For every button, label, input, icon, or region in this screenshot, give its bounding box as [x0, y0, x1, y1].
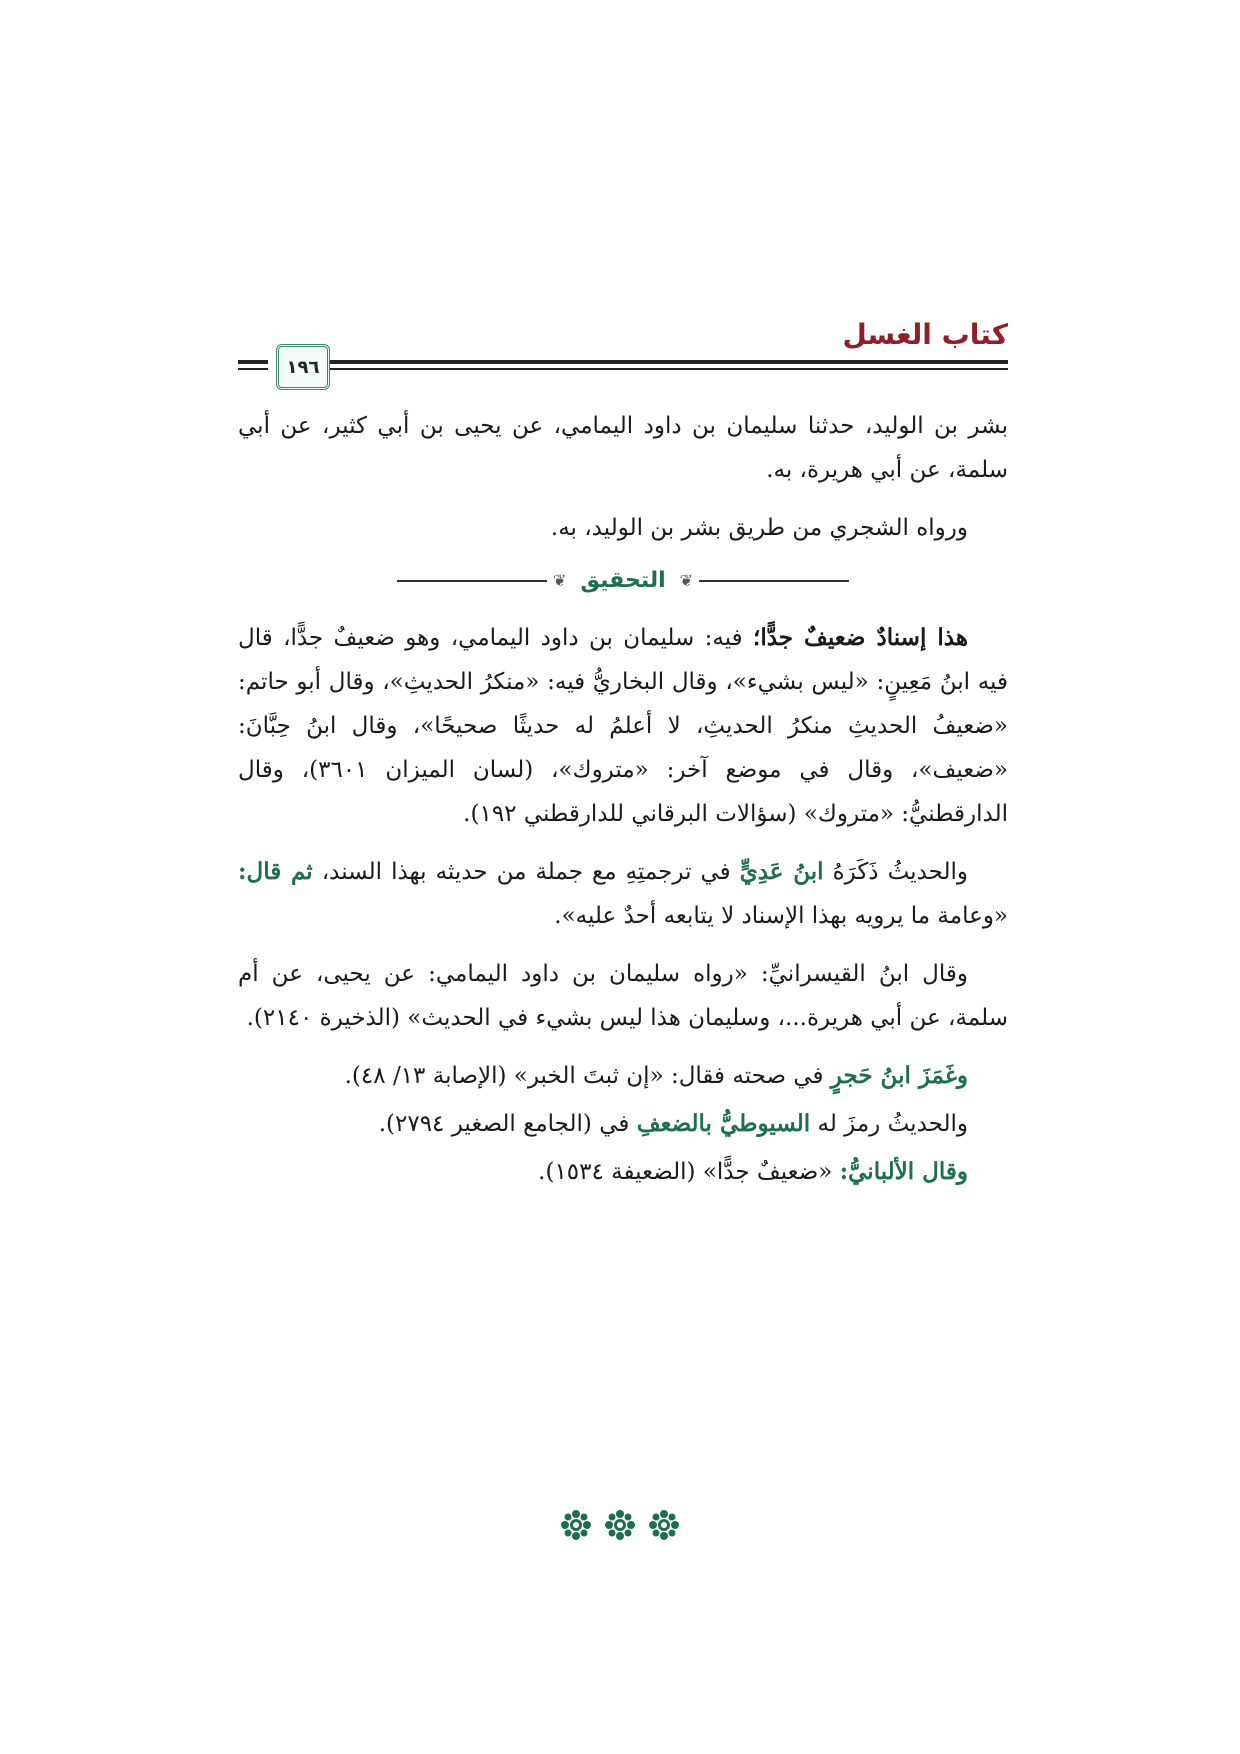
paragraph-6: [238, 1054, 1008, 1098]
end-ornaments: [0, 1510, 1240, 1540]
divider-line-right: [699, 580, 849, 582]
highlight-text: ثم قال:: [238, 858, 313, 885]
paragraph-5: وقال ابنُ القيسرانيِّ: «رواه سليمان بن داود اليمامي: عن يحيى، عن أم سلمة، عن أبي هريرة...، وسليمان هذا ليس بشيء في الحديث» (الذخيرة ٢١٤٠).: [238, 961, 1008, 1031]
flower-ornament-icon: [561, 1510, 591, 1540]
header-rule-thin: [328, 368, 1008, 370]
page-header: [238, 318, 1008, 390]
paragraph-3-text: فيه: سليمان بن داود اليمامي، وهو ضعيفٌ جدًّا، قال فيه ابنُ مَعِينٍ: «ليس بشيء»، وقال البخاريُّ فيه: «منكرُ الحديثِ»، وقال أبو حاتم: «ضعيفُ الحديثِ منكرُ الحديثِ، لا أعلمُ له حديثًا صحيحًا»، وقال ابنُ حِبَّانَ: «ضعيف»، وقال في موضع آخر: «متروك»، (لسان الميزان ٣٦٠١)، وقال الدارقطنيُّ: «متروك» (سؤالات البرقاني للدارقطني ١٩٢).: [238, 625, 1008, 827]
paragraph-8: [238, 1150, 1008, 1194]
scholar-name: ابنُ عَدِيٍّ: [739, 858, 824, 885]
verdict-text: هذا إسنادٌ ضعيفٌ جدًّا؛: [753, 624, 968, 651]
text-run: «وعامة ما يرويه بهذا الإسناد لا يتابعه أحدٌ عليه».: [554, 903, 1008, 929]
paragraph-1: بشر بن الوليد، حدثنا سليمان بن داود اليمامي، عن يحيى بن أبي كثير، عن أبي سلمة، عن أبي هريرة، به.: [238, 413, 1008, 483]
flower-ornament-icon: [605, 1510, 635, 1540]
ornament-icon: ❦: [679, 571, 694, 590]
text-run: «ضعيفٌ جدًّا» (الضعيفة ١٥٣٤).: [538, 1159, 840, 1185]
section-divider: [238, 564, 1008, 598]
flower-ornament-icon: [649, 1510, 679, 1540]
page-number: ١٩٦: [286, 356, 320, 378]
text-run: في ترجمتِهِ مع جملة من حديثه بهذا السند،: [312, 859, 740, 885]
header-rule-left-thin: [238, 368, 268, 370]
page-number-badge: [276, 344, 330, 390]
scholar-name: وقال الألبانيُّ:: [839, 1158, 968, 1185]
text-run: والحديثُ رمزَ له: [810, 1111, 968, 1137]
paragraph-4: [238, 850, 1008, 938]
paragraph-3: [238, 616, 1008, 836]
text-run: في صحته فقال: «إن ثبتَ الخبر» (الإصابة ١٣/ ٤٨).: [344, 1063, 831, 1089]
main-text: [238, 404, 1008, 1208]
scholar-name: السيوطيُّ بالضعفِ: [636, 1110, 811, 1137]
section-title: التحقيق: [580, 568, 666, 593]
paragraph-7: [238, 1102, 1008, 1146]
scholar-name: وغَمَزَ ابنُ حَجرٍ: [830, 1062, 968, 1089]
divider-line-left: [397, 580, 547, 582]
text-run: والحديثُ ذَكَرَهُ: [823, 859, 968, 885]
paragraph-2: ورواه الشجري من طريق بشر بن الوليد، به.: [550, 515, 968, 541]
book-title: كتاب الغسل: [842, 318, 1008, 351]
ornament-icon: ❦: [552, 571, 567, 590]
header-rule: [328, 360, 1008, 364]
header-rule-left: [238, 360, 268, 364]
text-run: في (الجامع الصغير ٢٧٩٤).: [378, 1111, 637, 1137]
